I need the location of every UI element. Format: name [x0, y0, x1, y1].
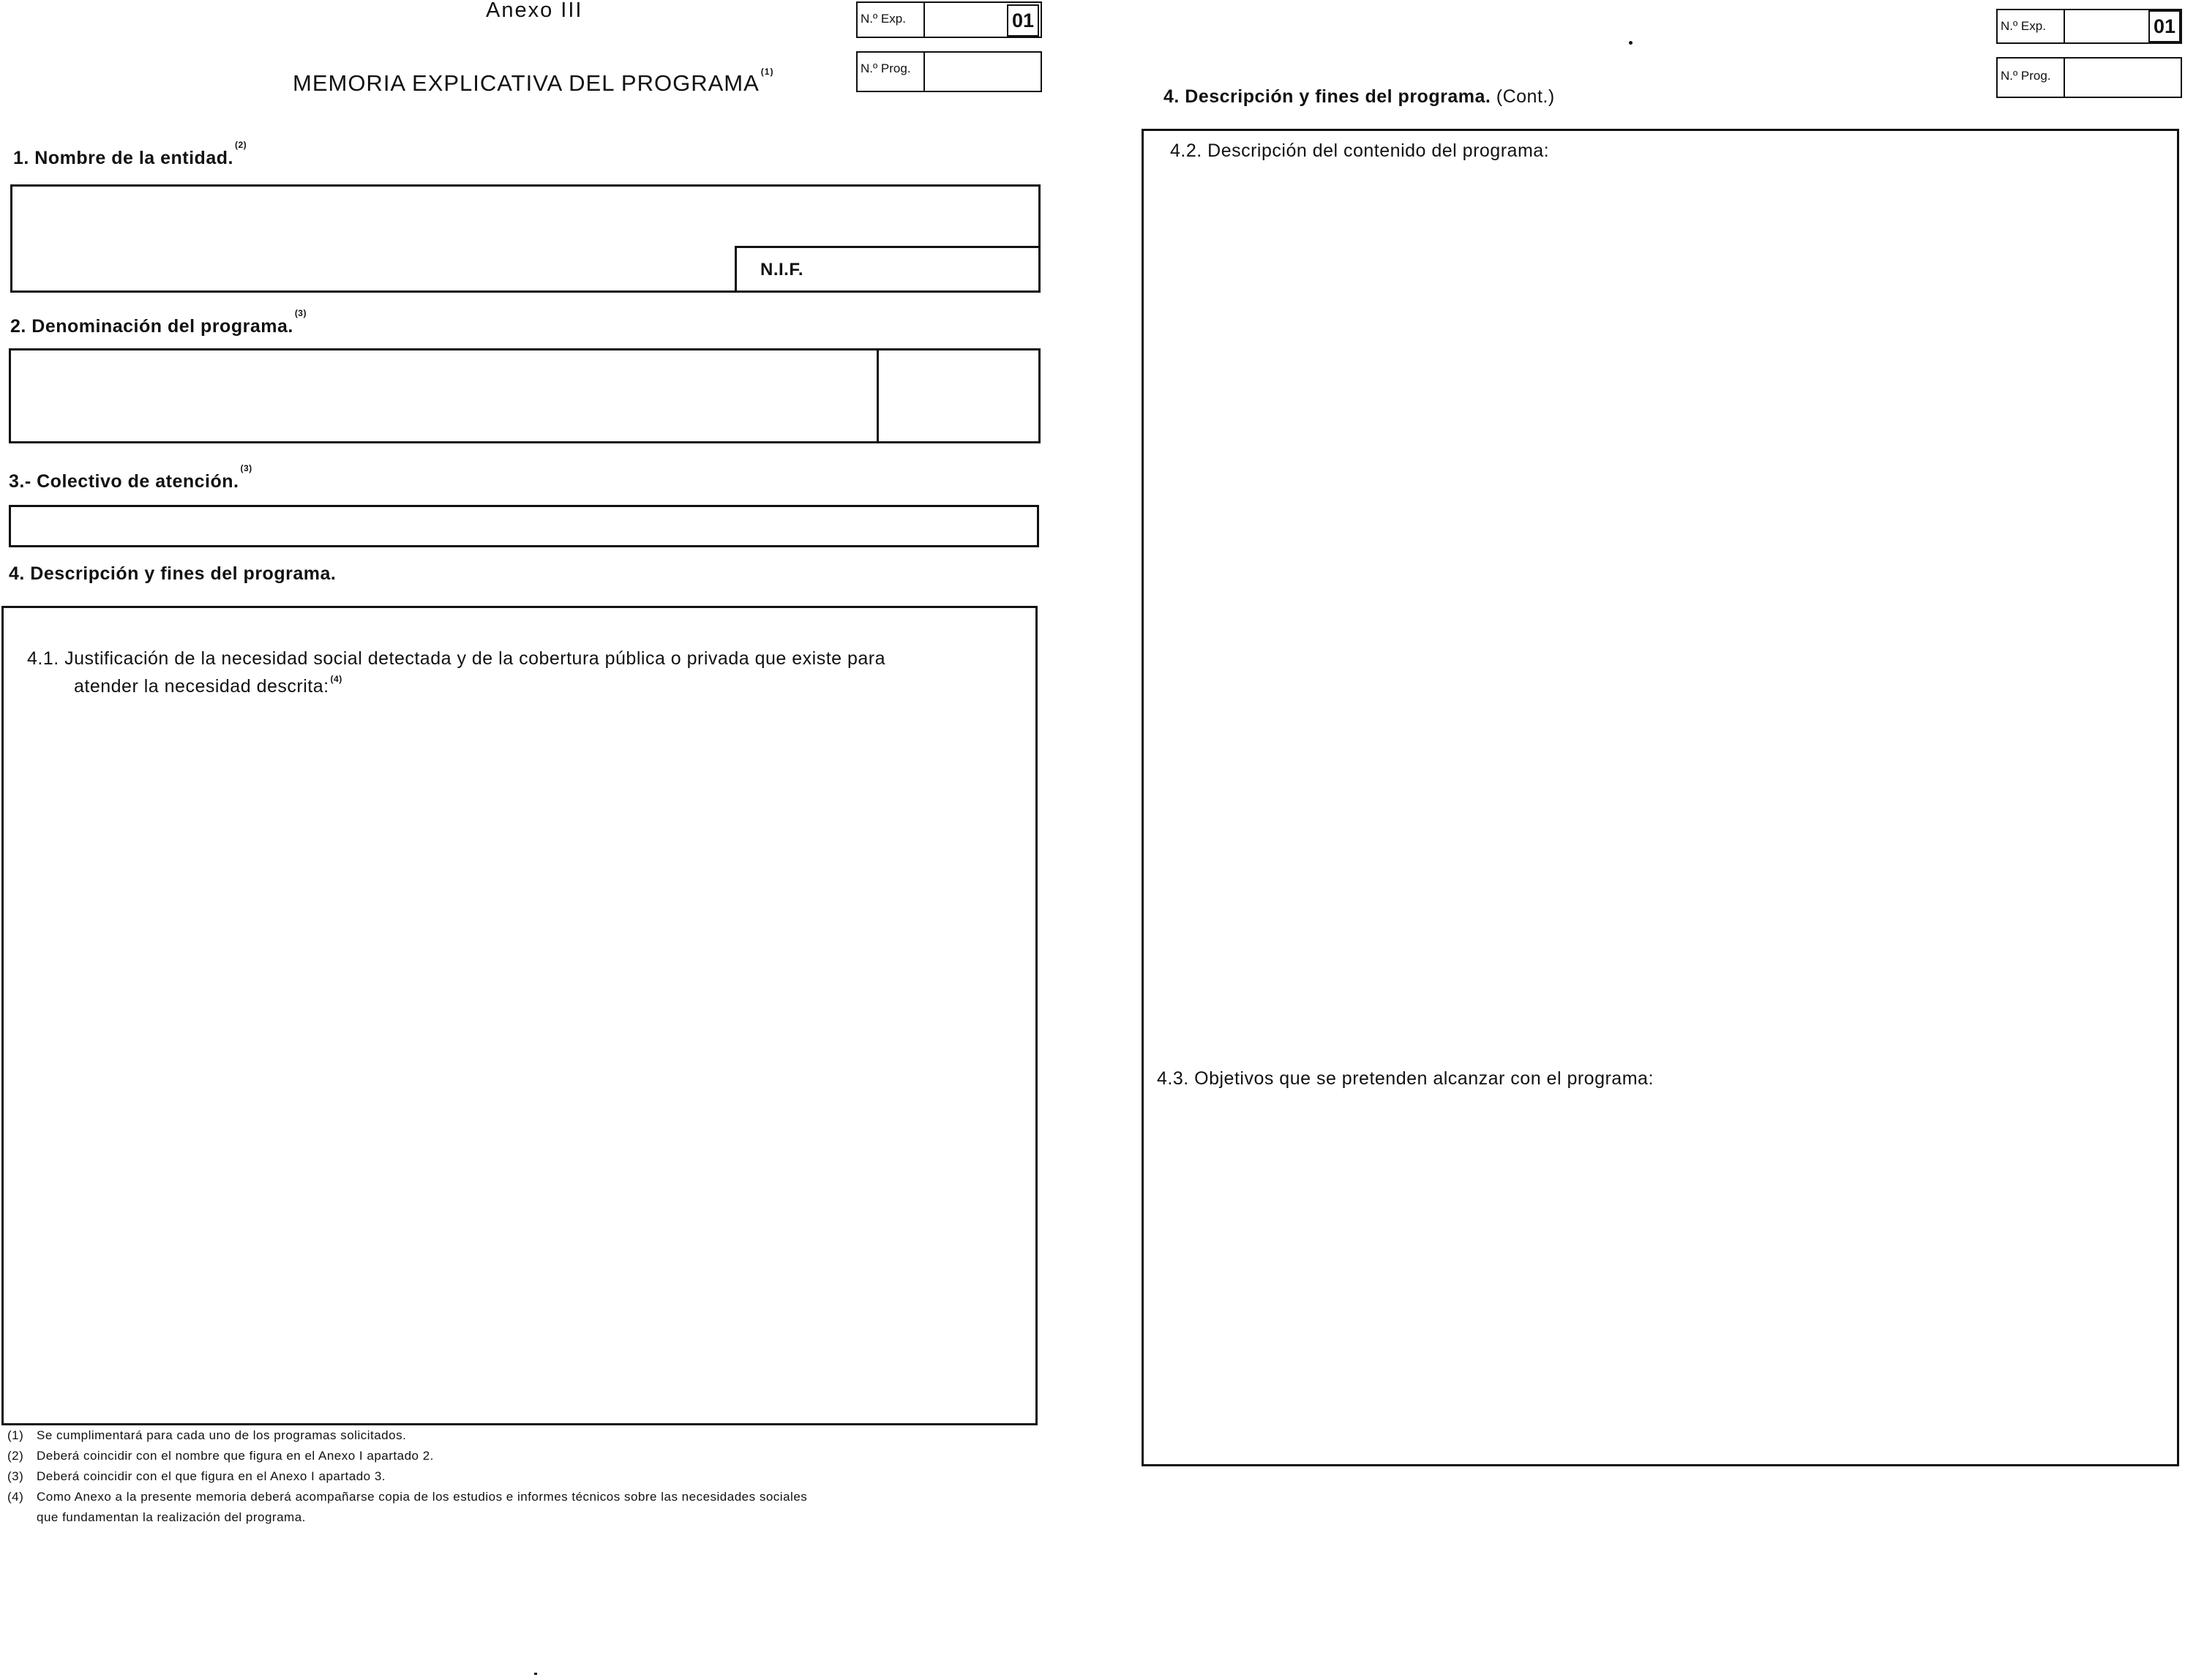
section-4-1-label: 4.1. Justificación de la necesidad social detectada y de la cobertura pública o privada que existe para atender la necesidad descrita: $^{(4)}$	[27, 648, 886, 697]
prog-number-box[interactable]	[856, 51, 1042, 92]
stray-mark	[1629, 41, 1633, 45]
footnote-2: (2) Deberá coincidir con el nombre que figura en el Anexo I apartado 2.	[7, 1449, 434, 1463]
section-4-3-label: 4.3. Objetivos que se pretenden alcanzar con el programa:	[1157, 1068, 1654, 1089]
right-prog-label: N.º Prog.	[2001, 69, 2051, 83]
section-2-label: 2. Denominación del programa.$^{(3)}$	[10, 308, 307, 337]
stray-mark-bottom	[534, 1673, 537, 1675]
footnote-4-cont: que fundamentan la realización del programa.	[37, 1510, 306, 1524]
nif-label: N.I.F.	[760, 260, 804, 280]
right-exp-value: 01	[2148, 10, 2181, 42]
section-1-label: 1. Nombre de la entidad.$^{(2)}$	[13, 140, 247, 168]
memoria-title: MEMORIA EXPLICATIVA DEL PROGRAMA $^{(1)}$	[293, 67, 774, 96]
right-exp-label: N.º Exp.	[2001, 19, 2046, 33]
footnote-3: (3) Deberá coincidir con el que figura en el Anexo I apartado 3.	[7, 1469, 386, 1483]
prog-label: N.º Prog.	[861, 61, 911, 75]
section-4-cont-label: 4. Descripción y fines del programa. (Cont.)	[1163, 86, 1555, 107]
exp-value: 01	[1007, 4, 1039, 37]
justification-field[interactable]	[1, 606, 1038, 1425]
section-3-label: 3.- Colectivo de atención.$^{(3)}$	[9, 463, 252, 492]
annex-title: Anexo III	[486, 0, 583, 22]
exp-label: N.º Exp.	[861, 12, 906, 26]
section-4-label: 4. Descripción y fines del programa.	[9, 563, 337, 584]
footnote-1: (1) Se cumplimentará para cada uno de los programas solicitados.	[7, 1428, 407, 1442]
right-prog-number-box[interactable]	[1996, 57, 2182, 98]
program-code-field[interactable]	[877, 348, 1041, 443]
nif-field[interactable]	[735, 246, 1041, 293]
target-group-field[interactable]	[9, 505, 1039, 547]
footnote-4: (4) Como Anexo a la presente memoria deberá acompañarse copia de los estudios e informes técnicos sobre las necesidades sociales	[7, 1490, 808, 1504]
section-4-2-label: 4.2. Descripción del contenido del programa:	[1170, 140, 1550, 161]
program-content-field[interactable]	[1142, 129, 2179, 1466]
